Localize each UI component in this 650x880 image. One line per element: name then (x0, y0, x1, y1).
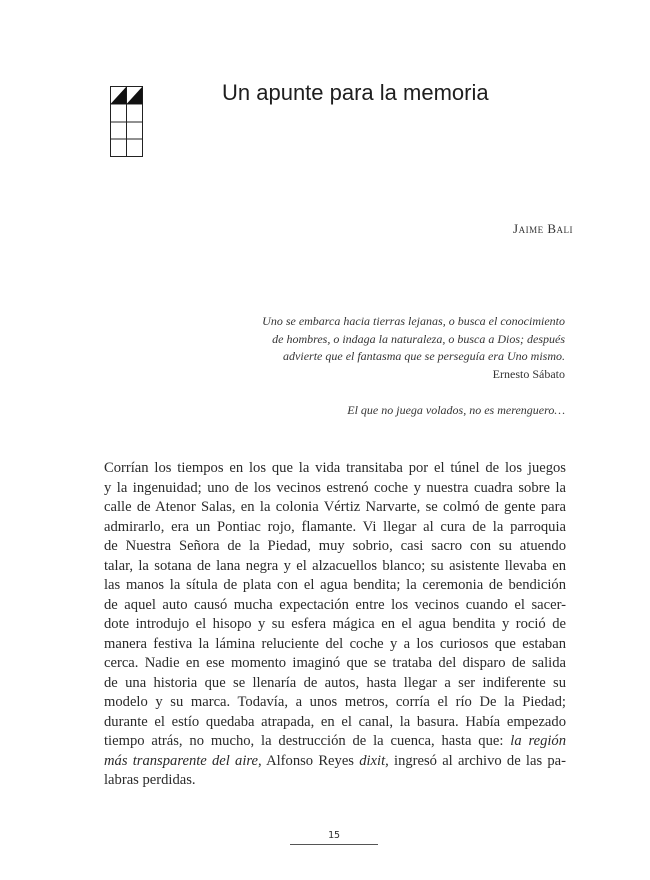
body-paragraph (104, 459, 566, 791)
article-title: Un apunte para la memoria (222, 80, 489, 105)
author-name: Jaime Bali (513, 221, 573, 236)
italic-word: dixit (359, 752, 386, 769)
epigraph-saying: El que no juega volados, no es merenguero… (347, 403, 565, 417)
body-line: y la ingenuidad; uno de los vecinos estrenó coche y nuestra cuadra sobre la (104, 479, 566, 496)
epigraph-line: Uno se embarca hacia tierras lejanas, o busca el conocimiento (262, 314, 565, 328)
page-number: 15 (327, 830, 341, 841)
italic-phrase: más transparente del aire (104, 752, 259, 769)
epigraph-line: de hombres, o indaga la naturaleza, o busca a Dios; después (272, 331, 565, 346)
body-line: talar, la sotana de lana negra y el alzacuellos blanco; su asistente llevaba en (104, 557, 566, 574)
body-line-text: , ingresó al archivo de las pa- (385, 752, 566, 769)
footer-rule (290, 844, 378, 845)
epigraph-attribution: Ernesto Sábato (492, 366, 565, 381)
grid-logo-icon (110, 86, 144, 158)
body-line: admirarlo, era un Pontiac rojo, flamante. Vi llegar al cura de la parroquia (104, 518, 566, 535)
body-line: de aquel auto causó mucha expectación entre los vecinos cuando el sacer- (104, 596, 566, 613)
body-line: modelo y su marca. Todavía, a unos metros, corría el río De la Piedad; (104, 694, 566, 710)
body-line-15 (104, 732, 566, 752)
body-line: de una historia que se llenaría de autos, hasta llegar a ser indiferente su (104, 674, 566, 691)
body-line-text: tiempo atrás, no mucho, la destrucción de la cuenca, hasta que: (104, 733, 504, 749)
epigraph-sabato (225, 313, 565, 383)
body-line: las manos la sítula de plata con el agua bendita; la ceremonia de bendición (104, 577, 566, 593)
body-line-text: , Alfonso Reyes (258, 752, 360, 769)
body-line: manera festiva la lámina reluciente del coche y a los curiosos que estaban (104, 635, 566, 652)
body-line: labras perdidas. (104, 772, 196, 788)
body-line: cerca. Nadie en ese momento imaginó que se trataba del disparo de salida (104, 655, 566, 671)
body-line: Corrían los tiempos en los que la vida transitaba por el túnel de los juegos (104, 460, 566, 476)
body-line-16 (104, 752, 566, 772)
body-line: calle de Atenor Salas, en la colonia Vértiz Narvarte, se colmó de gente para (104, 499, 566, 515)
italic-phrase: la región (510, 733, 567, 749)
body-line: de Nuestra Señora de la Piedad, muy sobrio, casi sacro con su atuendo (104, 538, 566, 554)
body-line: dote introdujo el hisopo y su esfera mágica en el agua bendita y roció de (104, 616, 566, 632)
body-line: durante el estío quedaba atrapada, en el canal, la basura. Había empezado (104, 713, 566, 730)
epigraph-line: advierte que el fantasma que se perseguía era Uno mismo. (283, 349, 565, 363)
